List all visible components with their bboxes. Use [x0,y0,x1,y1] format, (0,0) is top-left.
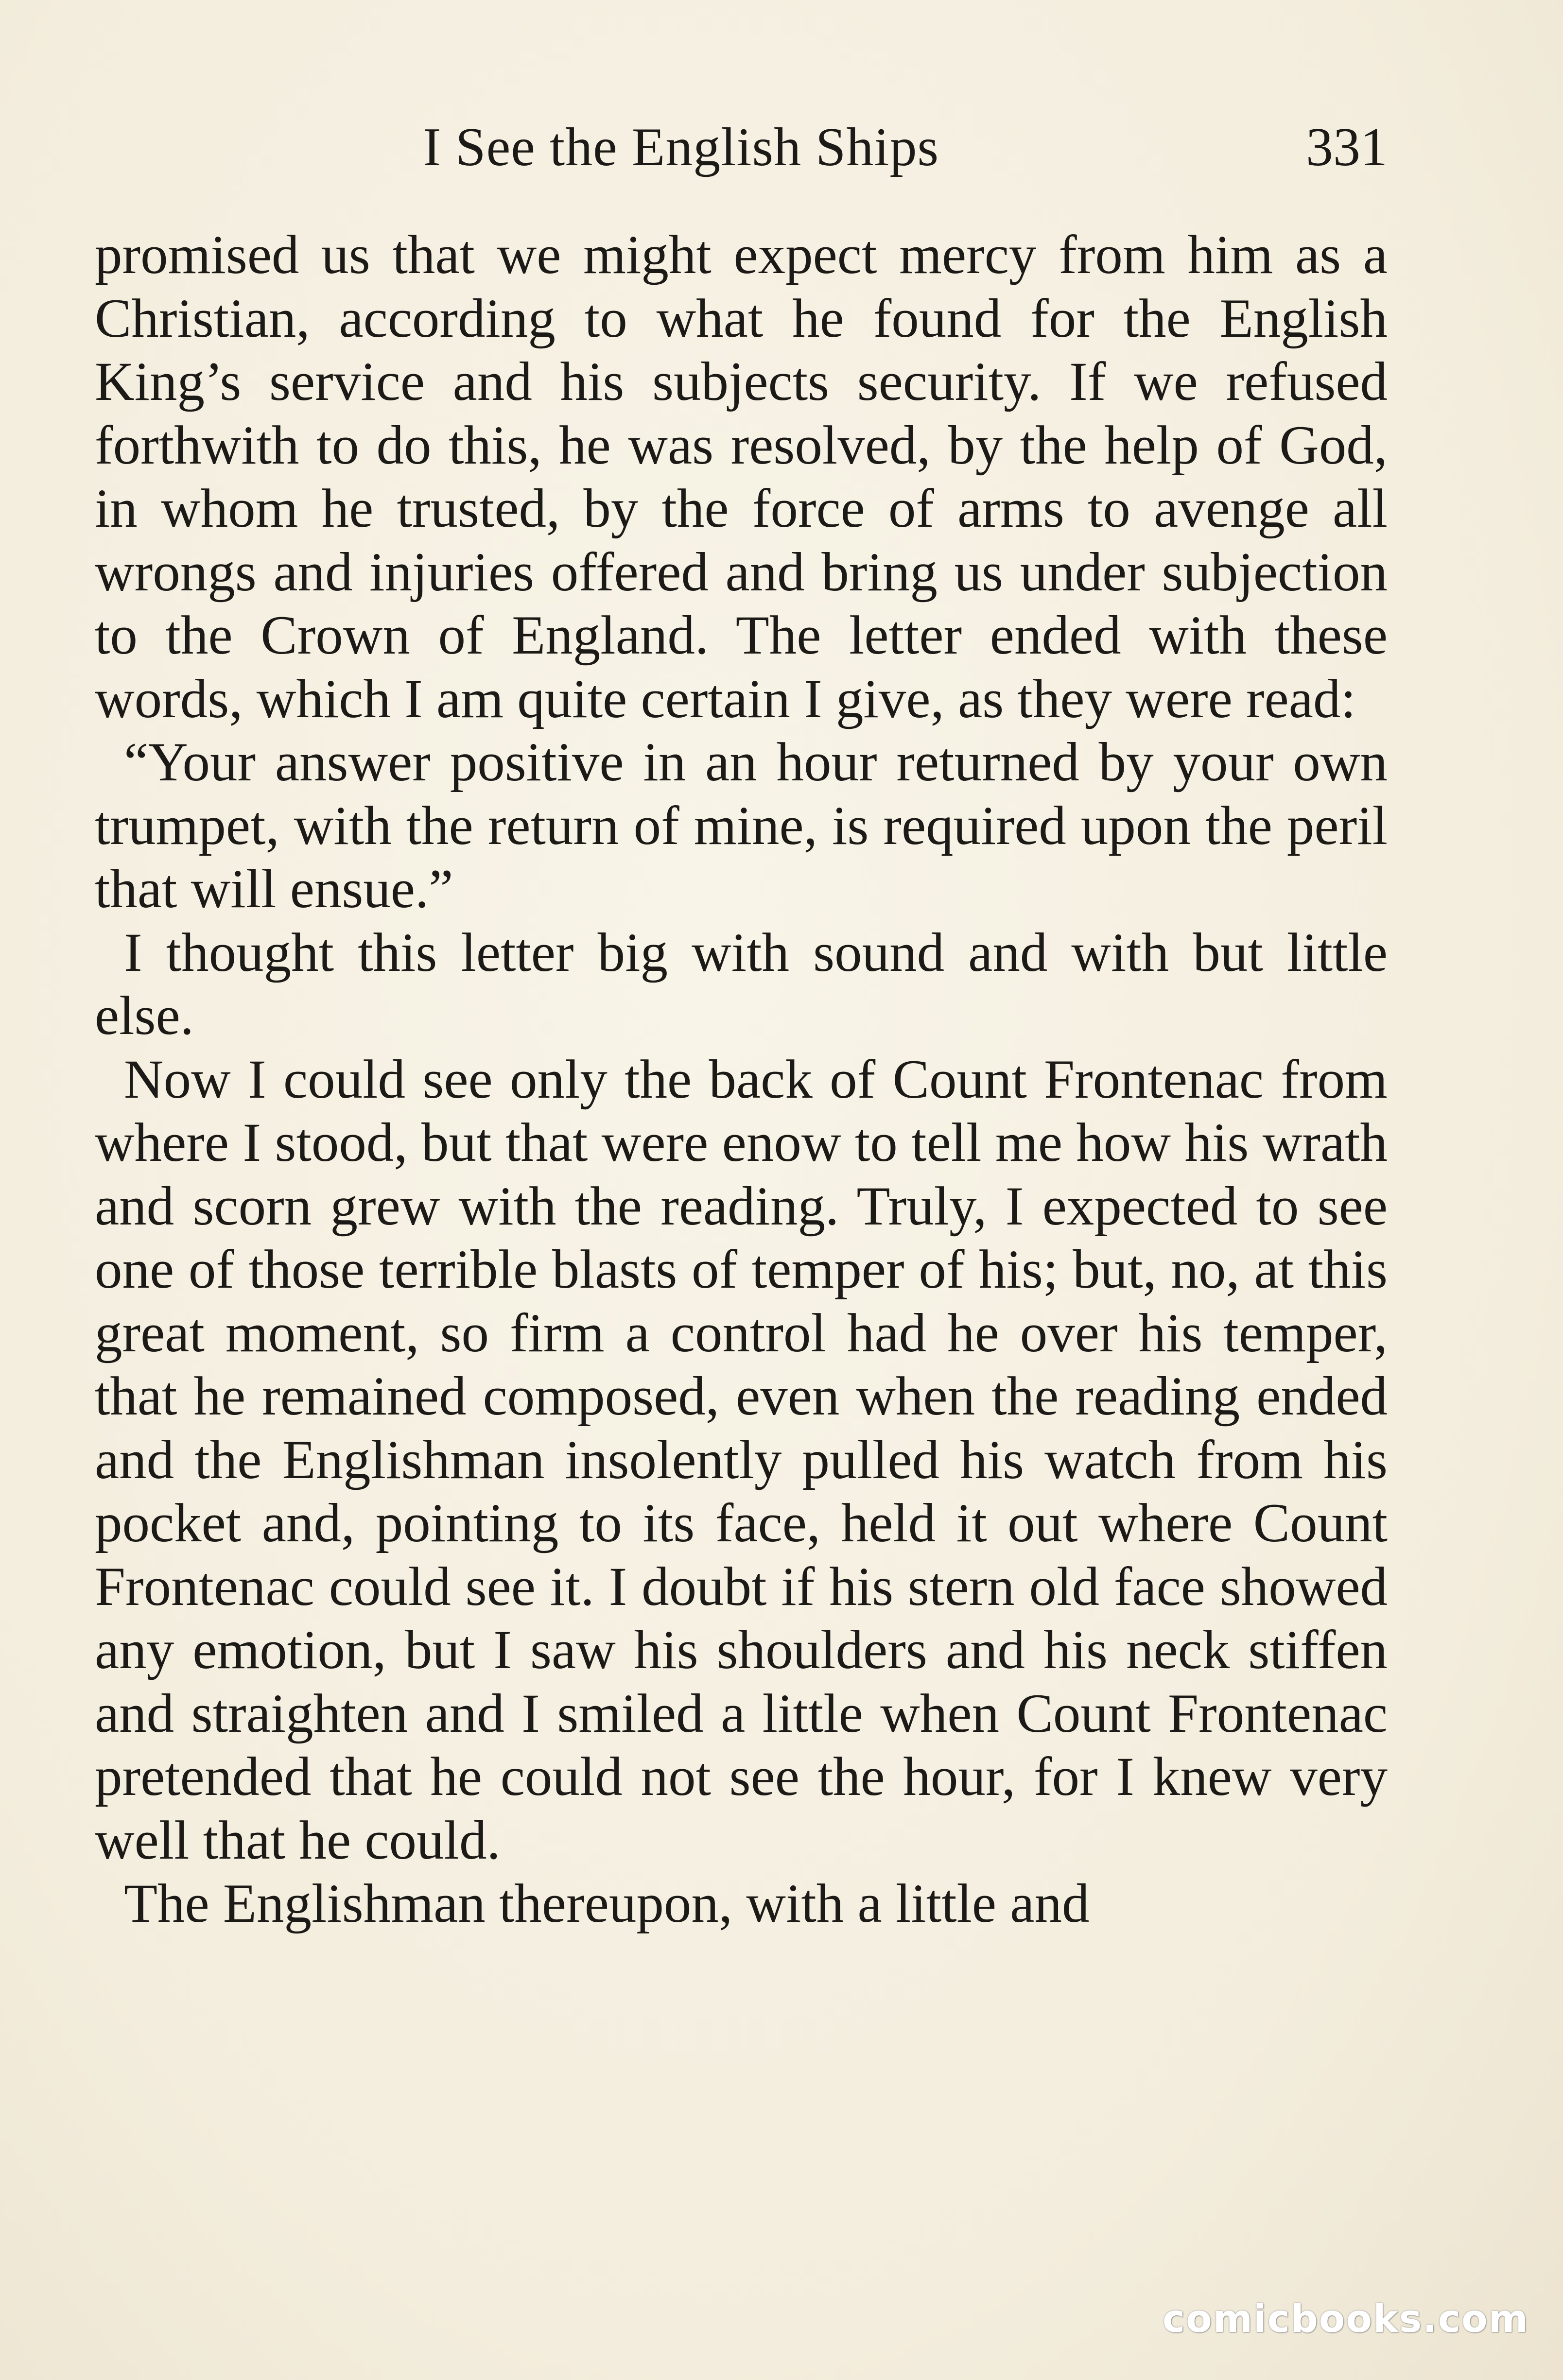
page-number: 331 [1306,117,1388,177]
paragraph-4: Now I could see only the back of Count Frontenac from where I stood, but that were enow to tell me how his wrath and scorn grew with the reading. Truly, I expected to see one of those terrible blasts of temper of his; but, no, at this great moment, so firm a control had he over his temper, that he remained composed, even when the reading ended and the Englishman insolently pulled his watch from his pocket and, pointing to its face, held it out where Count Frontenac could see it. I doubt if his stern old face showed any emotion, but I saw his shoulders and his neck stiffen and straighten and I smiled a little when Count Frontenac pretended that he could not see the hour, for I knew very well that he could. [95,1049,1388,1871]
body-text [95,224,1388,1936]
paragraph-1: promised us that we might expect mercy from him as a Christian, according to what he found for the English King’s service and his subjects security. If we refused forthwith to do this, he was resolved, by the help of God, in whom he trusted, by the force of arms to avenge all wrongs and injuries offered and bring us under subjection to the Crown of England. The letter ended with these words, which I am quite certain I give, as they were read: [95,224,1388,729]
watermark: comicbooks.com [1162,2297,1529,2341]
paragraph-5: The Englishman thereupon, with a little and [124,1873,1090,1934]
paragraph-3: I thought this letter big with sound and with but little else. [95,922,1388,1046]
paragraph-2: “Your answer positive in an hour returned by your own trumpet, with the return of mine, is required upon the peril that will ensue.” [95,732,1388,919]
page-header [95,111,1388,184]
running-head: I See the English Ships [423,117,939,177]
